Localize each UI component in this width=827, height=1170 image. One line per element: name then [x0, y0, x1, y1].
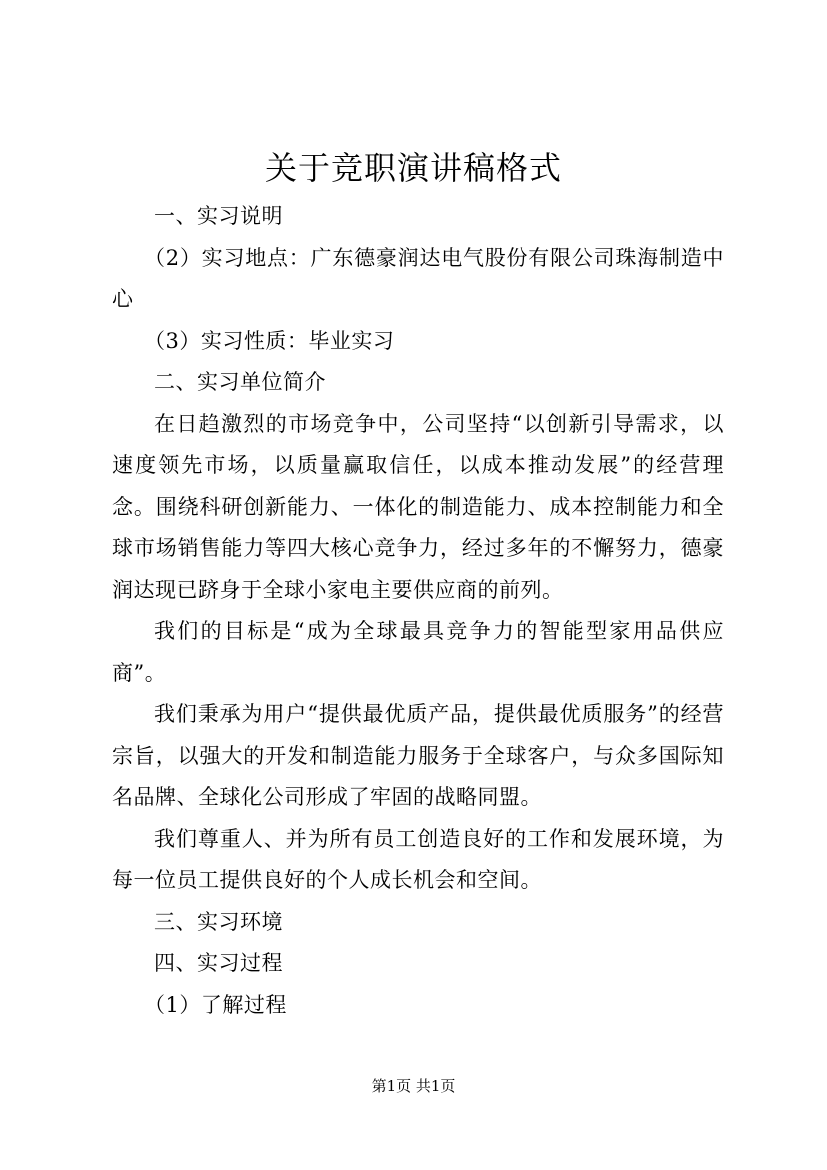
employee-care-paragraph: 我们尊重人、并为所有员工创造良好的工作和发展环境，为每一位员工提供良好的个人成长机会和空间。: [112, 826, 724, 892]
company-intro-paragraph: 在日趋激烈的市场竞争中，公司坚持“以创新引导需求，以速度领先市场，以质量赢取信任，以成本推动发展”的经营理念。围绕科研创新能力、一体化的制造能力、成本控制能力和全球市场销售能力等四大核心竞争力，经过多年的不懈努力，德豪润达现已跻身于全球小家电主要供应商的前列。: [112, 411, 724, 602]
internship-nature: （3）实习性质：毕业实习: [144, 328, 395, 353]
company-purpose-paragraph: 我们秉承为用户“提供最优质产品，提供最优质服务”的经营宗旨，以强大的开发和制造能力服务于全球客户，与众多国际知名品牌、全球化公司形成了牢固的战略同盟。: [112, 702, 724, 809]
section-heading-process: 四、实习过程: [154, 951, 283, 975]
document-title: 关于竞职演讲稿格式: [264, 149, 562, 187]
document-body: [112, 196, 724, 1026]
internship-location: （2）实习地点：广东德豪润达电气股份有限公司珠海制造中心: [112, 245, 724, 311]
page-footer: 第1页 共1页: [371, 1077, 456, 1095]
process-step-1: （1）了解过程: [144, 992, 287, 1017]
section-heading-environment: 三、实习环境: [154, 909, 283, 934]
section-heading-company-intro: 二、实习单位简介: [154, 370, 326, 394]
company-goal-paragraph: 我们的目标是“成为全球最具竞争力的智能型家用品供应商”。: [112, 619, 724, 685]
section-heading-internship-description: 一、实习说明: [154, 204, 283, 228]
